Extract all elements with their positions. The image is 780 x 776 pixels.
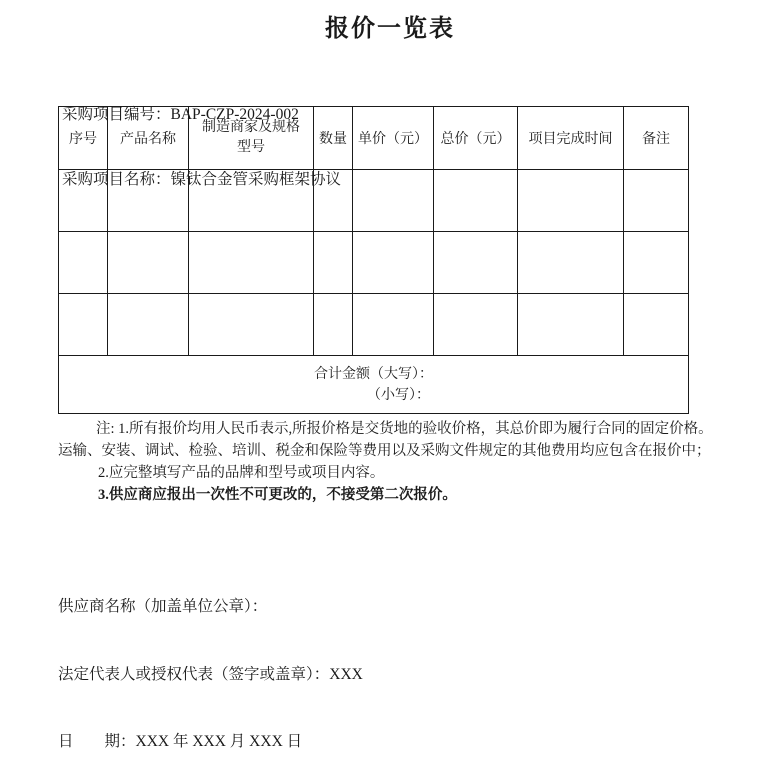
table-cell[interactable] — [108, 232, 189, 294]
table-row — [59, 170, 689, 232]
totals-cell — [59, 356, 689, 414]
header-remarks: 备注 — [624, 107, 689, 170]
page-title: 报价一览表 — [325, 16, 455, 42]
project-number-label: 采购项目编号： — [62, 106, 171, 123]
date-label: 日 期： — [58, 733, 136, 750]
representative-line — [58, 664, 363, 687]
header-completion-time: 项目完成时间 — [518, 107, 624, 170]
table-header-row — [59, 107, 689, 170]
note-item-2: 2.应完整填写产品的品牌和型号或项目内容。 — [98, 465, 385, 481]
project-name-value: 镍钛合金管采购框架协议 — [170, 170, 342, 188]
table-cell[interactable] — [189, 232, 314, 294]
header-total-price: 总价（元） — [434, 107, 518, 170]
table-cell[interactable] — [314, 170, 353, 232]
table-cell[interactable] — [353, 170, 434, 232]
table-cell[interactable] — [518, 294, 624, 356]
table-cell[interactable] — [353, 294, 434, 356]
total-amount-uppercase-label: 合计金额（大写）： — [314, 366, 433, 382]
table-cell[interactable] — [59, 232, 108, 294]
project-name-label: 采购项目名称： — [62, 170, 171, 188]
representative-value: XXX — [329, 665, 363, 683]
table-cell[interactable] — [59, 294, 108, 356]
header-manufacturer-spec-text: 制造商家及规格型号 — [202, 120, 300, 155]
table-cell[interactable] — [108, 294, 189, 356]
table-cell[interactable] — [314, 294, 353, 356]
note-item-3: 3.供应商应报出一次性不可更改的，不接受第二次报价。 — [98, 487, 457, 503]
header-product-name: 产品名称 — [108, 107, 189, 170]
totals-row — [59, 356, 689, 414]
notes-section — [58, 418, 726, 506]
table-cell[interactable] — [624, 294, 689, 356]
table-cell[interactable] — [434, 294, 518, 356]
table-row — [59, 294, 689, 356]
table-cell[interactable] — [314, 232, 353, 294]
header-serial-number: 序号 — [59, 107, 108, 170]
table-cell[interactable] — [59, 170, 108, 232]
footer-section — [58, 551, 363, 776]
table-cell[interactable] — [624, 232, 689, 294]
supplier-name-line — [58, 596, 363, 619]
table-cell[interactable] — [624, 170, 689, 232]
date-line — [58, 731, 363, 754]
representative-label: 法定代表人或授权代表（签字或盖章）： — [58, 665, 330, 683]
table-cell[interactable] — [108, 170, 189, 232]
table-cell[interactable] — [189, 294, 314, 356]
table-row — [59, 232, 689, 294]
table-cell[interactable] — [189, 170, 314, 232]
quotation-table — [58, 106, 689, 414]
header-unit-price: 单价（元） — [353, 107, 434, 170]
table-cell[interactable] — [518, 170, 624, 232]
date-value: XXX 年 XXX 月 XXX 日 — [135, 733, 303, 750]
header-quantity: 数量 — [314, 107, 353, 170]
table-cell[interactable] — [434, 232, 518, 294]
table-cell[interactable] — [518, 232, 624, 294]
note-item-1: 注: 1.所有报价均用人民币表示,所报价格是交货地的验收价格，其总价即为履行合同的固定价格。运输、安装、调试、检验、培训、税金和保险等费用以及采购文件规定的其他费用均应包含在报价中； — [58, 421, 713, 459]
total-amount-lowercase-label: （小写）： — [367, 387, 430, 403]
table-cell[interactable] — [434, 170, 518, 232]
header-manufacturer-spec — [189, 107, 314, 170]
project-number-value: BAP-CZP-2024-002 — [170, 106, 299, 123]
table-cell[interactable] — [353, 232, 434, 294]
supplier-name-label: 供应商名称（加盖单位公章）： — [58, 598, 268, 615]
